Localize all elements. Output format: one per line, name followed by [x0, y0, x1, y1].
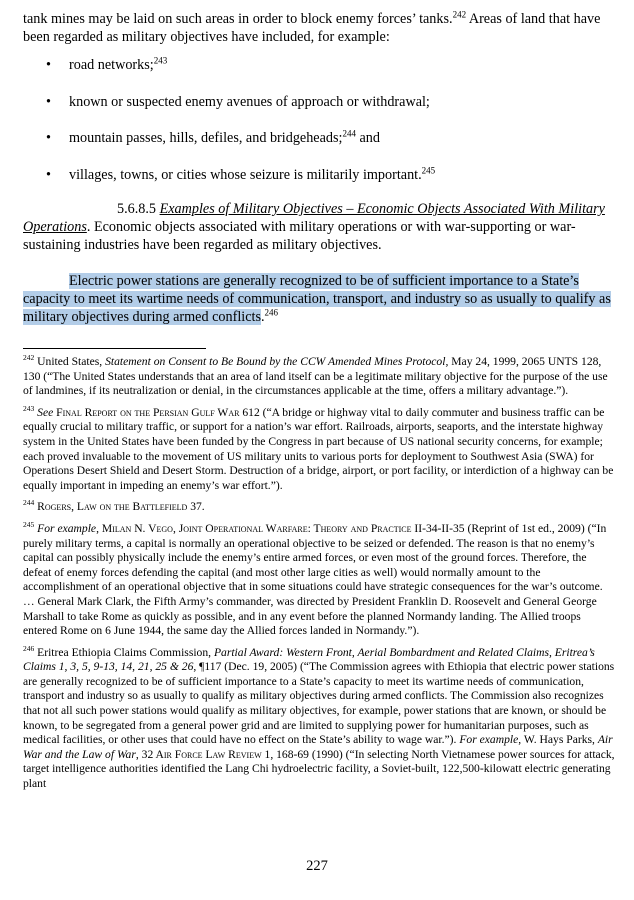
top-paragraph-text: tank mines may be laid on such areas in order to block enemy forces’ tanks.: [23, 11, 453, 27]
footnote-divider: [23, 348, 206, 349]
list-item: • known or suspected enemy avenues of approach or withdrawal;: [46, 93, 430, 110]
footnote-number: 246: [23, 643, 35, 653]
list-item: • mountain passes, hills, defiles, and bridgeheads;$^{244}$ and: [46, 128, 380, 146]
bullet-icon: •: [46, 130, 51, 146]
footnote-242: $^{242}$ United States, Statement on Consent to Be Bound by the CCW Amended Mines Protocol, May 24, 1999, 2065 UNTS 128, 130 (“The United States understands that an area of land itself can be a legitimate military objective for the purpose of the use of landmines, if its neutralization or denial, in the circumstances applicable at the time, offers a military advantage.”).: [23, 353, 608, 398]
bullet-icon: •: [46, 93, 51, 110]
page-number: 227: [306, 858, 328, 874]
footnote-number: 244: [23, 498, 35, 508]
footnote-246: $^{246}$ Eritrea Ethiopia Claims Commission, Partial Award: Western Front, Aerial Bombardment and Related Claims, Eritrea’s Claims 1, 3, 5, 9-13, 14, 21, 25 & 26, ¶117 (Dec. 19, 2005) (“The Commission agrees with Ethiopia that electric power stations are generally recognized to be of sufficient importance to a State’s capacity to meet its wartime needs of communication, transport and industry so as usually to qualify as military objectives during armed conflicts. The Commission also recognizes that not all such power stations would qualify as military objectives, for example, power stations that are known, or should be known, to be segregated from a general power grid and are limited to supplying power for humanitarian purposes, such as medical facilities, or other uses that could have no effect on the State’s ability to wage war.”). For example, W. Hays Parks, Air War and the Law of War, 32 Air Force Law Review 1, 168-69 (1990) (“In selecting North Vietnamese power sources for attack, target intelligence authorities identified the Lang Chi hydroelectric facility, a Soviet-built, 122,500-kilowatt electric generating plant: [23, 643, 615, 791]
footnote-ref[interactable]: 246: [264, 307, 279, 318]
objective-list: [23, 56, 615, 184]
section-title: Examples of Military Objectives – Economic Objects Associated With Military Operations: [23, 201, 605, 235]
footnote-ref[interactable]: 245: [421, 164, 436, 175]
list-item: • villages, towns, or cities whose seizure is militarily important.$^{245}$: [46, 164, 436, 183]
footnote-number: 243: [23, 403, 35, 413]
footnote-245: $^{245}$ For example, Milan N. Vego, Joint Operational Warfare: Theory and Practice II-34-II-35 (Reprint of 1st ed., 2009) (“In purely military terms, a capital is normally an operational objective to be seized or defended. The reason is that no enemy’s capital can possibly physically include the enemy’s entire armed forces, or even most of the ground forces. Therefore, the defeat of enemy forces defending the capital (and most other large cities as well) would normally amount to the accomplishment of an operational objective that in some situations could have strategic consequences for the war’s outcome. … General Mark Clark, the Fifth Army’s commander, was directed by President Franklin D. Roosevelt and General George Marshall to take Rome as quickly as possible, and in any event before the planned Normandy landing. The Allied troops entered Rome on 6 June 1944, the same day the Allied forces landed in Normandy.”).: [23, 520, 607, 638]
bullet-icon: •: [46, 57, 51, 73]
footnote-ref[interactable]: 244: [342, 128, 356, 139]
footnote-ref[interactable]: 242: [452, 9, 467, 20]
highlighted-text[interactable]: Electric power stations are generally recognized to be of sufficient importance to a State’s capacity to meet its wartime needs of communication, transport, and industry so as usually to qualify as military objectives during armed conflicts: [23, 273, 611, 325]
bullet-icon: •: [46, 166, 51, 183]
document-page: [23, 10, 615, 799]
footnote-ref[interactable]: 243: [153, 55, 168, 66]
top-paragraph-text-2: Areas of land that have been regarded as military objectives have included, for example:: [23, 11, 601, 45]
footnote-244: $^{244}$ Rogers, Law on the Battlefield 37.: [23, 498, 205, 514]
footnote-243: $^{243}$ See Final Report on the Persian Gulf War 612 (“A bridge or highway vital to daily commuter and business traffic can be equally crucial to military traffic, or support for a nation’s war effort. Railroads, airports, seaports, and the interstate highway system in the United States have been funded by the Congress in part because of US national security concerns, for example; each proved invaluable to the movement of US military units to various ports for deployment to Southwest Asia (SWA) for Operations Desert Shield and Desert Storm. Destruction of a bridge, airport, or port facility, or interdiction of a highway can be equally important in impeding an enemy’s war effort.”).: [23, 403, 614, 492]
list-item: • road networks;$^{243}$: [46, 55, 168, 73]
footnote-number: 242: [23, 353, 35, 363]
highlighted-paragraph: Electric power stations are generally recognized to be of sufficient importance to a State’s capacity to meet its wartime needs of communication, transport, and industry so as usually to qualify as military objectives during armed conflicts.$^{246}$: [23, 273, 611, 325]
section-text: . Economic objects associated with military operations or with war-supporting or war-sustaining industries have been regarded as military objectives.: [23, 219, 576, 253]
section-number: 5.6.8.5: [117, 201, 157, 217]
top-paragraph: [23, 10, 615, 46]
section-paragraph: [23, 200, 615, 254]
footnote-number: 245: [23, 520, 35, 530]
